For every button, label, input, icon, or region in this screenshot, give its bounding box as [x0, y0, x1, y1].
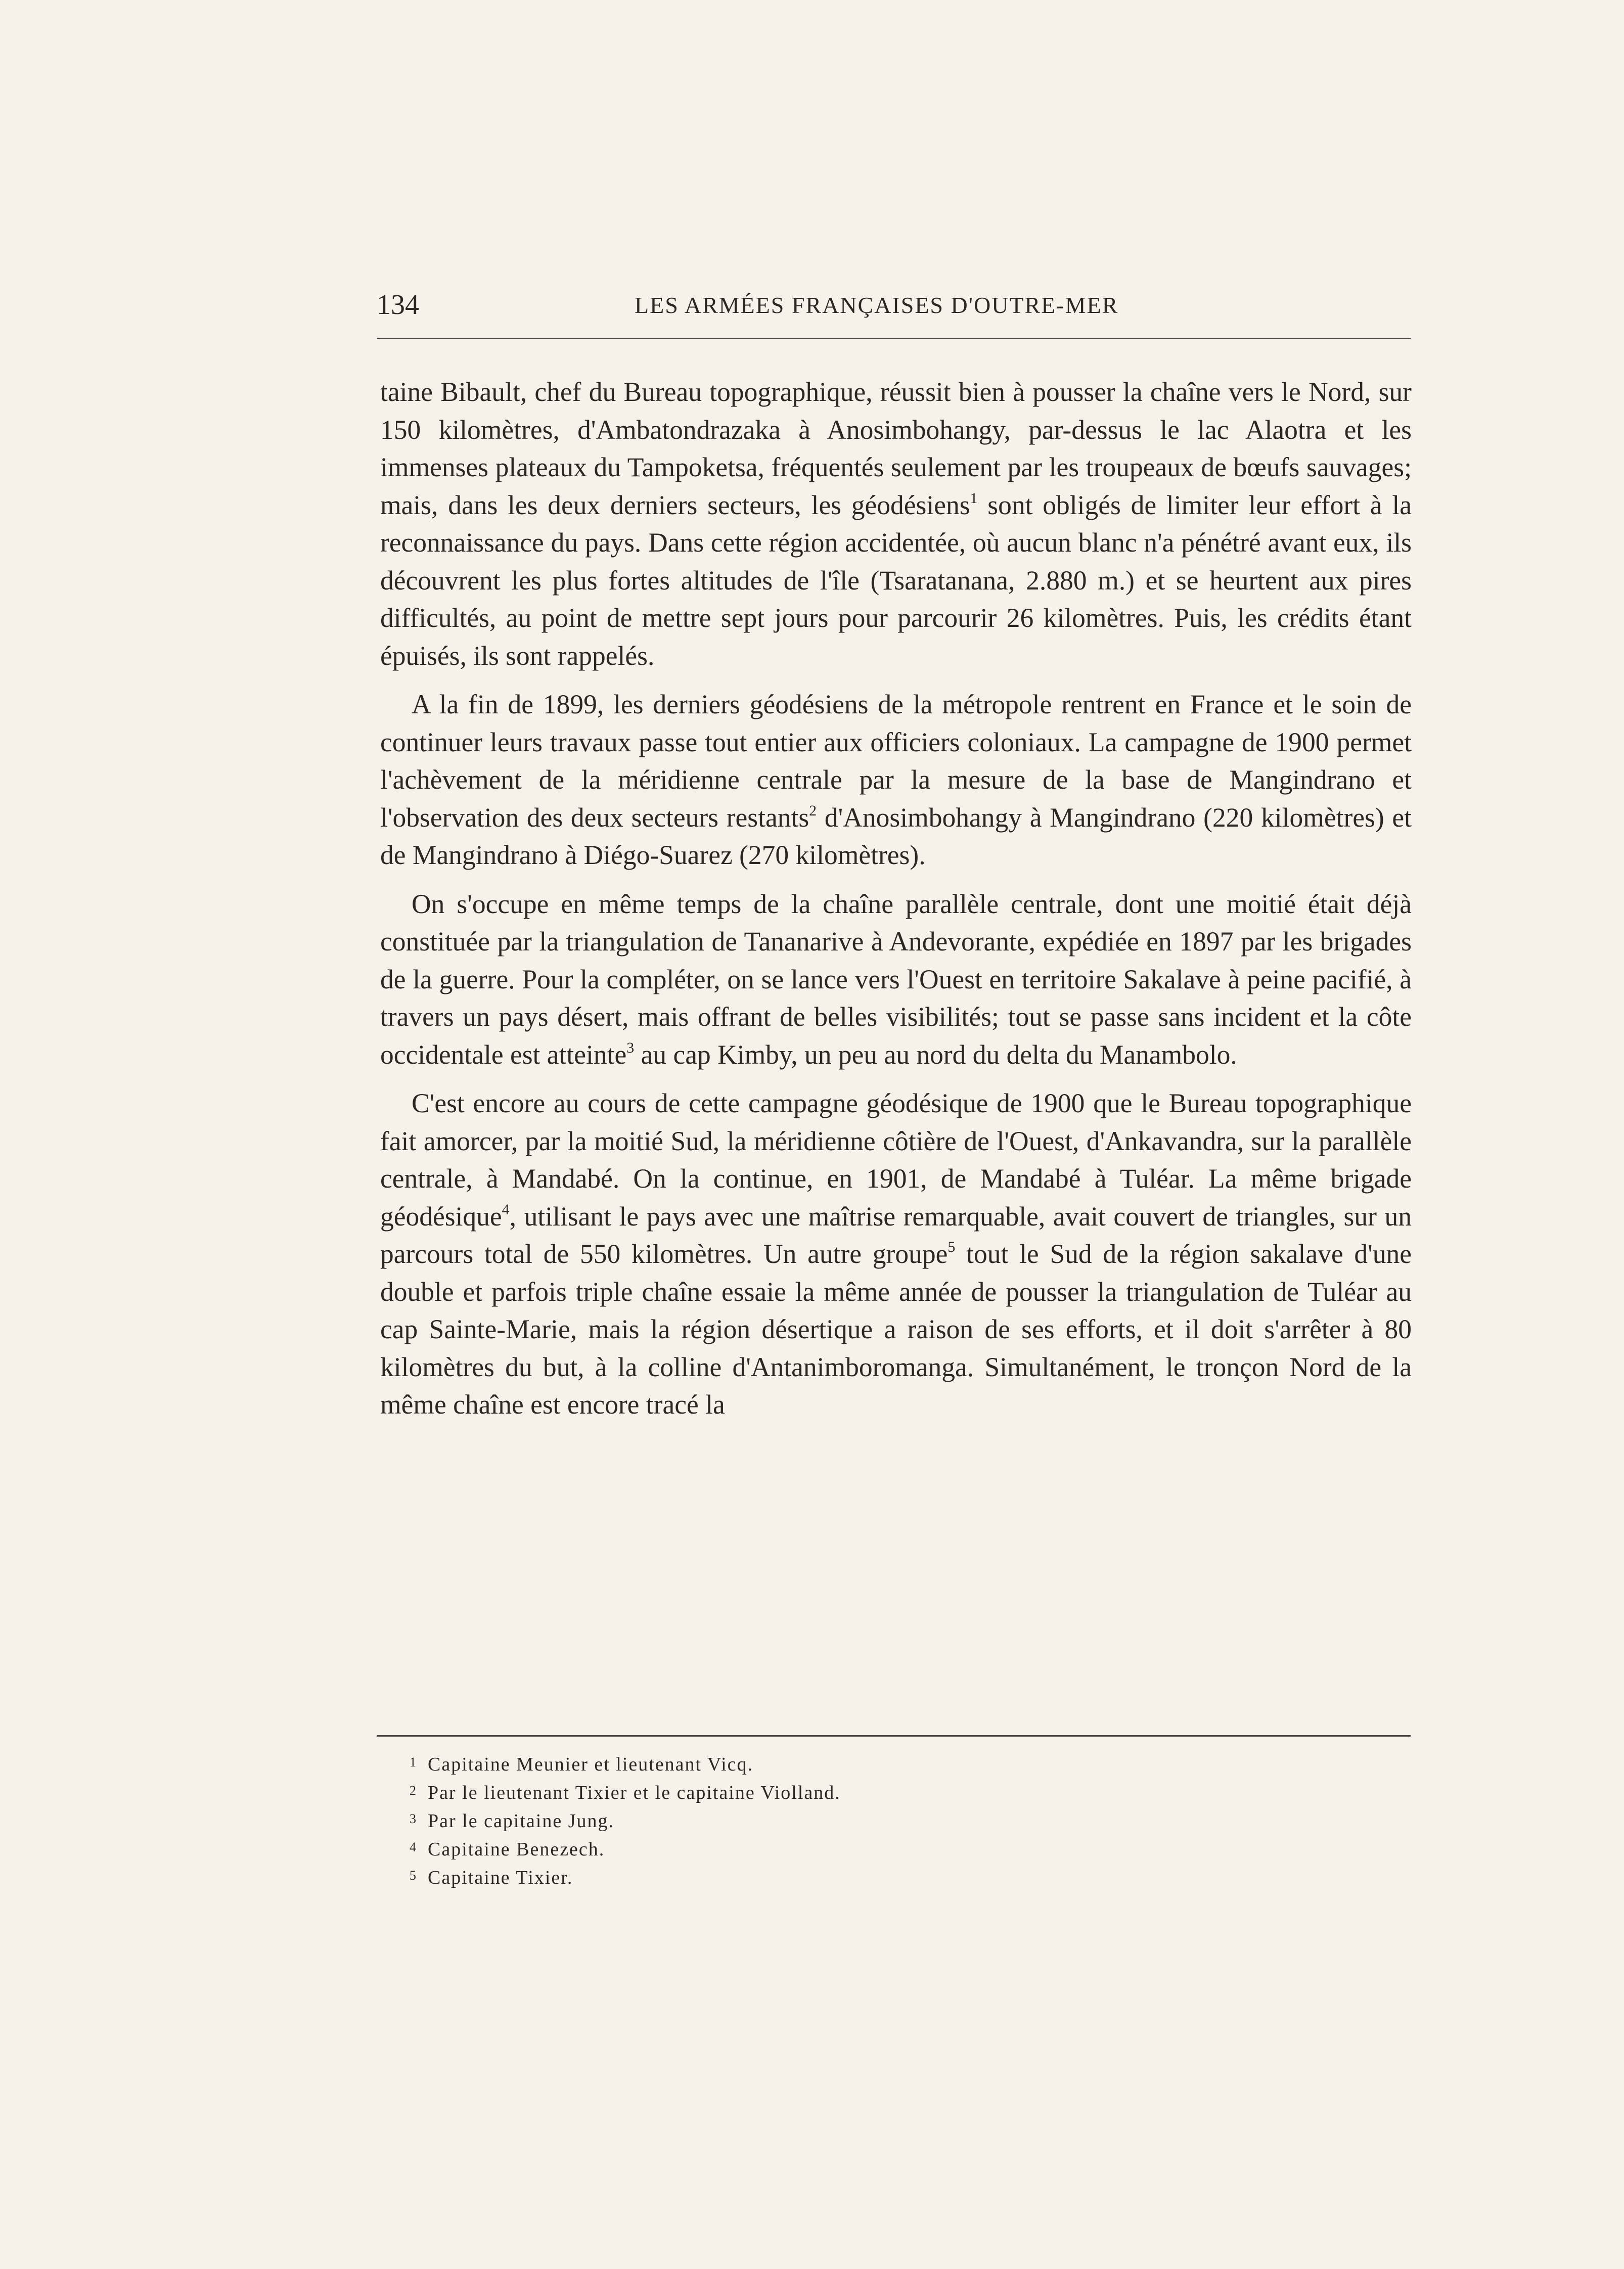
paragraph-2 — [380, 686, 1412, 874]
footnote-text: Capitaine Benezech. — [428, 1839, 605, 1860]
footnotes — [410, 1749, 1370, 1891]
footnote-text: Par le lieutenant Tixier et le capitaine Violland. — [428, 1782, 841, 1803]
paragraph-text: C'est encore au cours de cette campagne géodésique de 1900 que le Bureau topographique fait amorcer, par la moitié Sud, la méridienne côtière de l'Ouest, d'Ankavandra, sur la parallèle centrale, à Mandabé. On la continue, en 1901, de Mandabé à Tuléar. La même brigade géodésique — [380, 1088, 1412, 1232]
paragraph-1 — [380, 373, 1412, 674]
paragraph-text: tout le Sud de la région sakalave d'une double et parfois triple chaîne essaie la même année de pousser la triangulation de Tuléar au cap Sainte-Marie, mais la région désertique a raison de ses efforts, et il doit s'arrêter à 80 kilomètres du but, à la colline d'Antanimboromanga. Simultanément, le tronçon Nord de la même chaîne est encore tracé la — [380, 1239, 1412, 1420]
footnote-text: Capitaine Tixier. — [428, 1867, 573, 1888]
footnote-rule — [377, 1735, 1411, 1737]
paragraph-4 — [380, 1084, 1412, 1424]
footnote-marker: 2 — [410, 1783, 417, 1798]
footnote-ref-4: 4 — [502, 1201, 510, 1218]
footnote-marker: 5 — [410, 1868, 417, 1883]
body-text — [380, 373, 1412, 1435]
paragraph-text: sont obligés de limiter leur effort à la reconnaissance du pays. Dans cette région accidentée, où aucun blanc n'a pénétré avant eux, ils découvrent les plus fortes altitudes de l'île (Tsaratanana, 2.880 m.) et se heurtent aux pires difficultés, au point de mettre sept jours pour parcourir 26 kilomètres. Puis, les crédits étant épuisés, ils sont rappelés. — [380, 489, 1412, 671]
header-rule — [377, 338, 1411, 339]
running-head-title: LES ARMÉES FRANÇAISES D'OUTRE-MER — [635, 292, 1119, 318]
paragraph-text: au cap Kimby, un peu au nord du delta du Manambolo. — [634, 1039, 1237, 1070]
footnote-text: Capitaine Meunier et lieutenant Vicq. — [428, 1754, 753, 1775]
page-number: 134 — [377, 289, 419, 321]
footnote-marker: 1 — [410, 1755, 417, 1769]
footnote-2 — [410, 1778, 1370, 1806]
footnote-text: Par le capitaine Jung. — [428, 1810, 615, 1832]
footnote-marker: 4 — [410, 1840, 417, 1854]
paragraph-text: taine Bibault, chef du Bureau topographique, réussit bien à pousser la chaîne vers le Nord, sur 150 kilomètres, d'Ambatondrazaka à Anosimbohangy, par-dessus le lac Alaotra et les immenses plateaux du Tampoketsa, fréquentés seulement par les troupeaux de bœufs sauvages; mais, dans les deux derniers secteurs, les géodésiens — [380, 377, 1412, 520]
footnote-3 — [410, 1806, 1370, 1834]
running-head — [377, 287, 1411, 323]
footnote-4 — [410, 1834, 1370, 1863]
footnote-1 — [410, 1749, 1370, 1778]
footnote-5 — [410, 1863, 1370, 1891]
footnote-ref-1: 1 — [970, 489, 978, 507]
paragraph-text: d'Anosimbohangy à Mangindrano (220 kilomètres) et de Mangindrano à Diégo-Suarez (270 kilomètres). — [380, 802, 1412, 870]
paragraph-text: On s'occupe en même temps de la chaîne parallèle centrale, dont une moitié était déjà constituée par la triangulation de Tananarive à Andevorante, expédiée en 1897 par les brigades de la guerre. Pour la compléter, on se lance vers l'Ouest en territoire Sakalave à peine pacifié, à travers un pays désert, mais offrant de belles visibilités; tout se passe sans incident et la côte occidentale est atteinte — [380, 888, 1412, 1070]
paragraph-3 — [380, 885, 1412, 1074]
footnote-ref-2: 2 — [809, 802, 817, 819]
footnote-ref-3: 3 — [626, 1039, 635, 1056]
footnote-ref-5: 5 — [948, 1239, 956, 1255]
paragraph-text: A la fin de 1899, les derniers géodésiens de la métropole rentrent en France et le soin de continuer leurs travaux passe tout entier aux officiers coloniaux. La campagne de 1900 permet l'achèvement de la méridienne centrale par la mesure de la base de Mangindrano et l'observation des deux secteurs restants — [380, 689, 1412, 833]
paragraph-text: , utilisant le pays avec une maîtrise remarquable, avait couvert de triangles, sur un parcours total de 550 kilomètres. Un autre groupe — [380, 1201, 1412, 1269]
footnote-marker: 3 — [410, 1811, 417, 1826]
